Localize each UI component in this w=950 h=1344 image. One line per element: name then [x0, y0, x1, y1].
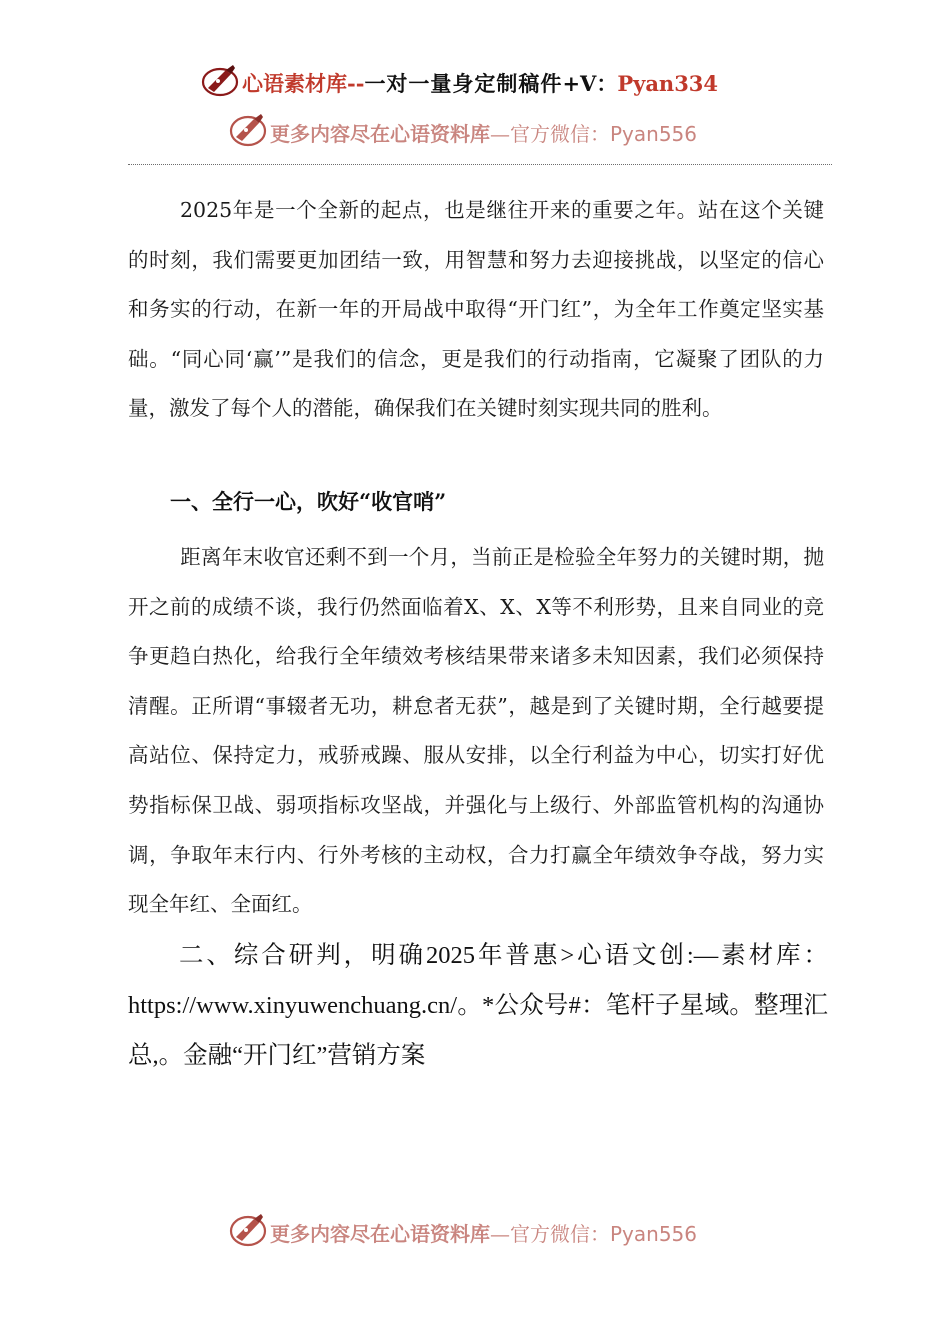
document-header [200, 62, 820, 102]
paragraph-3-text: 二、综合研判，明确2025年普惠>心语文创:—素材库：https://www.xinyuwenchuang.cn/。*公众号#：笔杆子星域。整理汇总,。金融“开门红”营销方案 [128, 942, 828, 1069]
banner-account: Pyan556 [610, 1222, 698, 1246]
banner-account: Pyan556 [610, 122, 698, 146]
header-divider [128, 164, 832, 165]
banner-text [270, 118, 697, 147]
paragraph-2-text: 距离年末收官还剩不到一个月，当前正是检验全年努力的关键时期，抛开之前的成绩不谈，我行仍然面临着X、X、X等不利形势，且来自同业的竞争更趋白热化，给我行全年绩效考核结果带来诸多未知因素，我们必须保持清醒。正所谓“事辍者无功，耕怠者无获”，越是到了关键时期，全行越要提高站位、保持定力，戒骄戒躁、服从安排，以全行利益为中心，切实打好优势指标保卫战、弱项指标攻坚战，并强化与上级行、外部监管机构的沟通协调，争取年末行内、行外考核的主动权，合力打赢全年绩效争夺战，努力实现全年红、全面红。 [128, 545, 824, 917]
banner-part2: —官方微信： [490, 122, 610, 146]
header-v-prefix: +V： [562, 71, 618, 96]
bottom-banner [228, 1210, 748, 1250]
banner-part1: 更多内容尽在心语资料库 [270, 1222, 490, 1246]
section-heading-1: 一、全行一心，吹好“收官哨” [170, 489, 447, 514]
paragraph-2 [128, 533, 824, 930]
header-slogan: 一对一量身定制稿件 [364, 71, 563, 96]
paragraph-3 [128, 931, 828, 1081]
paragraph-1 [128, 186, 824, 434]
pen-logo-icon [200, 62, 240, 98]
banner-part2: —官方微信： [490, 1222, 610, 1246]
pen-logo-icon [228, 1210, 268, 1248]
top-banner [228, 110, 748, 150]
site-name: 心语素材库 [242, 71, 347, 96]
header-separator: -- [347, 71, 365, 96]
banner-text [270, 1218, 697, 1247]
paragraph-1-text: 2025年是一个全新的起点，也是继往开来的重要之年。站在这个关键的时刻，我们需要更加团结一致，用智慧和努力去迎接挑战，以坚定的信心和务实的行动，在新一年的开局战中取得“开门红”，为全年工作奠定坚实基础。“同心同‘赢’”是我们的信念，更是我们的行动指南，它凝聚了团队的力量，激发了每个人的潜能，确保我们在关键时刻实现共同的胜利。 [128, 198, 824, 421]
banner-part1: 更多内容尽在心语资料库 [270, 122, 490, 146]
header-text [242, 68, 718, 98]
header-account: Pyan334 [617, 71, 719, 96]
pen-logo-icon [228, 110, 268, 148]
